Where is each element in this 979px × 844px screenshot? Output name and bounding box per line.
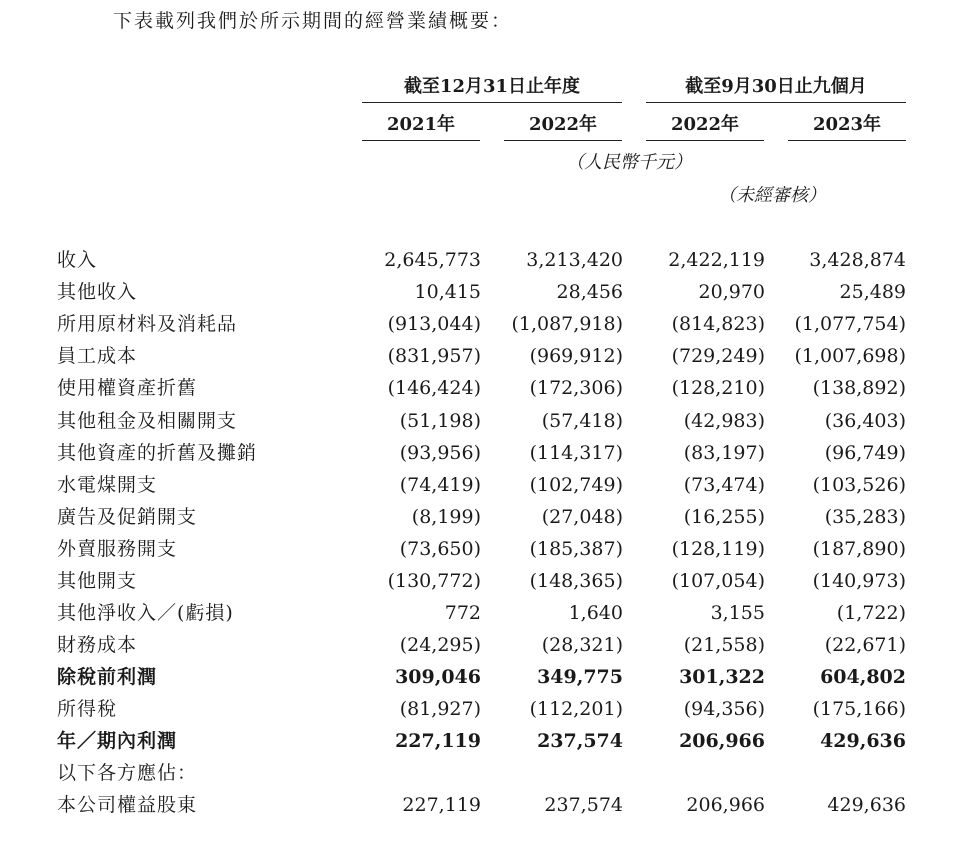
row-value: (73,474) [683, 474, 765, 496]
row-value: (22,671) [824, 634, 906, 656]
table-row [0, 599, 979, 631]
row-value: (94,356) [683, 698, 765, 720]
row-label: 年／期內利潤 [57, 730, 178, 752]
row-value: (112,201) [529, 698, 623, 720]
row-value: (185,387) [529, 538, 623, 560]
row-value: 3,213,420 [526, 249, 623, 271]
table-row [0, 342, 979, 374]
row-label: 外賣服務開支 [57, 538, 178, 560]
row-label: 本公司權益股東 [57, 794, 198, 816]
row-value: (21,558) [683, 634, 765, 656]
row-value: 20,970 [698, 281, 765, 303]
row-value: (27,048) [541, 506, 623, 528]
row-label: 以下各方應佔： [57, 762, 198, 784]
row-value: 237,574 [544, 794, 623, 816]
row-value: (969,912) [529, 345, 623, 367]
row-value: 206,966 [686, 794, 765, 816]
currency-unit-note: （人民幣千元） [566, 152, 692, 173]
row-value: (73,650) [399, 538, 481, 560]
row-label: 其他租金及相關開支 [57, 410, 238, 432]
table-row [0, 471, 979, 503]
table-row [0, 407, 979, 439]
row-value: (107,054) [671, 570, 765, 592]
row-label: 水電煤開支 [57, 474, 158, 496]
row-value: 2,645,773 [384, 249, 481, 271]
row-value: (81,927) [399, 698, 481, 720]
row-value: 1,640 [568, 602, 623, 624]
row-value: 604,802 [820, 666, 906, 688]
row-label: 所用原材料及消耗品 [57, 313, 238, 335]
row-value: (93,956) [399, 442, 481, 464]
row-value: 10,415 [414, 281, 481, 303]
table-row [0, 663, 979, 695]
row-value: 2,422,119 [668, 249, 765, 271]
row-value: (102,749) [529, 474, 623, 496]
row-value: (24,295) [399, 634, 481, 656]
table-row [0, 759, 979, 791]
row-value: (36,403) [824, 410, 906, 432]
header-group-nine-months: 截至9月30日止九個月 [646, 74, 906, 103]
table-row [0, 791, 979, 823]
row-value: 429,636 [820, 730, 906, 752]
row-value: (114,317) [529, 442, 623, 464]
table-row [0, 374, 979, 406]
row-label: 收入 [57, 249, 98, 271]
row-label: 其他資產的折舊及攤銷 [57, 442, 258, 464]
row-value: 309,046 [395, 666, 481, 688]
row-value: (729,249) [671, 345, 765, 367]
row-label: 廣告及促銷開支 [57, 506, 198, 528]
table-row [0, 246, 979, 278]
row-value: (130,772) [387, 570, 481, 592]
table-row [0, 503, 979, 535]
row-value: 206,966 [679, 730, 765, 752]
row-value: (814,823) [671, 313, 765, 335]
row-value: (42,983) [683, 410, 765, 432]
row-value: (146,424) [387, 377, 481, 399]
row-value: (51,198) [399, 410, 481, 432]
table-row [0, 278, 979, 310]
table-row [0, 727, 979, 759]
header-year-2022-interim: 2022年 [646, 112, 764, 141]
header-year-2022: 2022年 [504, 112, 622, 141]
row-value: 237,574 [537, 730, 623, 752]
table-row [0, 535, 979, 567]
header-year-2021: 2021年 [362, 112, 480, 141]
row-value: (35,283) [824, 506, 906, 528]
row-value: (28,321) [541, 634, 623, 656]
row-value: (831,957) [387, 345, 481, 367]
row-value: (57,418) [541, 410, 623, 432]
row-value: (138,892) [812, 377, 906, 399]
row-value: (103,526) [812, 474, 906, 496]
row-value: (175,166) [812, 698, 906, 720]
row-value: 3,155 [710, 602, 765, 624]
row-label: 所得稅 [57, 698, 118, 720]
row-value: (16,255) [683, 506, 765, 528]
header-group-fiscal-year: 截至12月31日止年度 [362, 74, 622, 103]
row-value: (96,749) [824, 442, 906, 464]
row-value: (913,044) [387, 313, 481, 335]
row-label: 財務成本 [57, 634, 138, 656]
row-value: 25,489 [839, 281, 906, 303]
row-value: (128,210) [671, 377, 765, 399]
row-label: 其他淨收入／(虧損) [57, 602, 234, 624]
row-label: 員工成本 [57, 345, 138, 367]
row-value: 28,456 [556, 281, 623, 303]
row-value: (148,365) [529, 570, 623, 592]
row-value: 349,775 [537, 666, 623, 688]
row-value: (74,419) [399, 474, 481, 496]
row-value: (83,197) [683, 442, 765, 464]
row-value: 429,636 [827, 794, 906, 816]
row-value: 772 [444, 602, 481, 624]
row-value: (1,087,918) [511, 313, 623, 335]
row-value: 3,428,874 [809, 249, 906, 271]
row-label: 其他開支 [57, 570, 138, 592]
table-row [0, 439, 979, 471]
unaudited-note: （未經審核） [718, 185, 826, 206]
row-value: 301,322 [679, 666, 765, 688]
row-value: (140,973) [812, 570, 906, 592]
row-value: 227,119 [402, 794, 481, 816]
table-row [0, 567, 979, 599]
row-label: 其他收入 [57, 281, 138, 303]
intro-text: 下表載列我們於所示期間的經營業績概要： [113, 10, 513, 32]
row-value: 227,119 [395, 730, 481, 752]
table-row [0, 695, 979, 727]
row-value: (187,890) [812, 538, 906, 560]
header-year-2023-interim: 2023年 [788, 112, 906, 141]
row-label: 使用權資產折舊 [57, 377, 198, 399]
row-value: (128,119) [671, 538, 765, 560]
row-value: (8,199) [411, 506, 481, 528]
table-row [0, 310, 979, 342]
table-row [0, 631, 979, 663]
row-value: (172,306) [529, 377, 623, 399]
row-value: (1,007,698) [794, 345, 906, 367]
row-label: 除稅前利潤 [57, 666, 158, 688]
row-value: (1,077,754) [794, 313, 906, 335]
row-value: (1,722) [836, 602, 906, 624]
